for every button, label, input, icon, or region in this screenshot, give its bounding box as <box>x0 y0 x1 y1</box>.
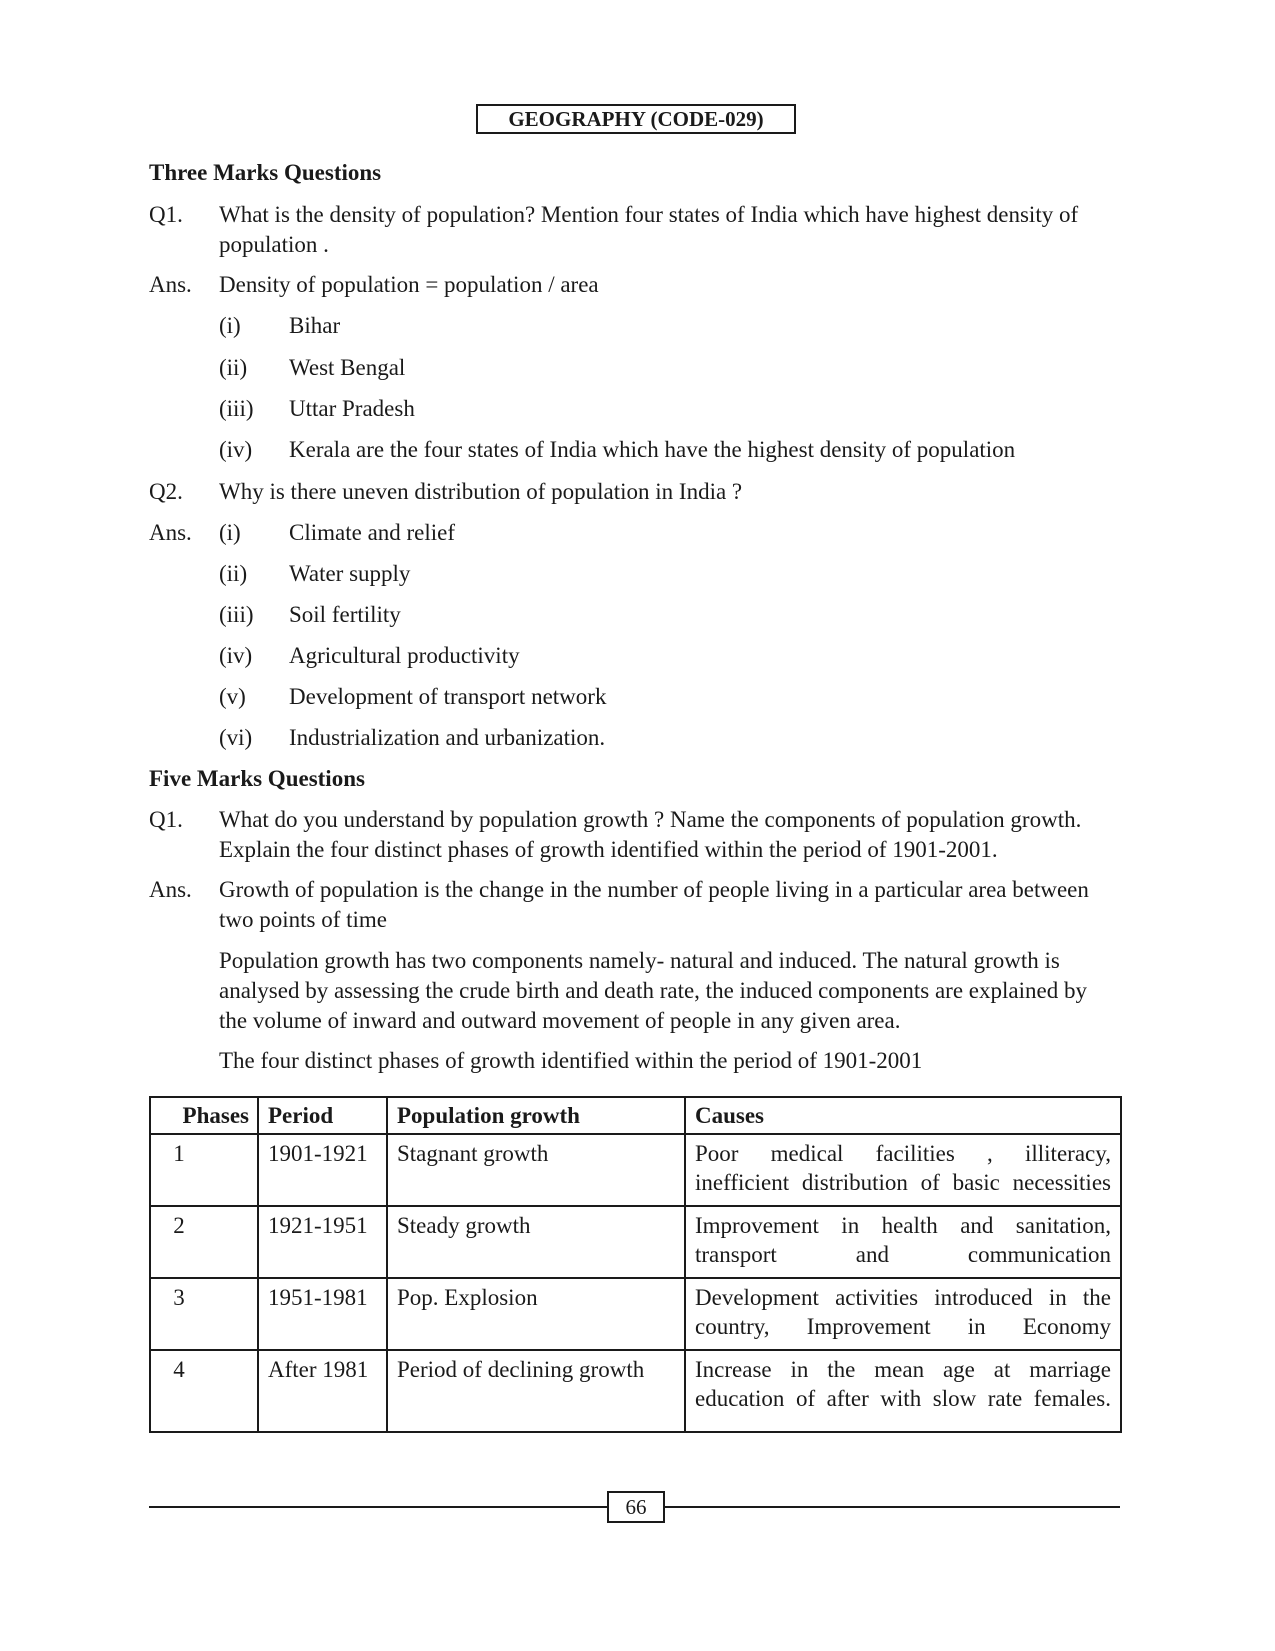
question-text: What is the density of population? Mention four states of India which have highest density of population . <box>219 202 1079 257</box>
question-label: Q1. <box>149 807 183 832</box>
list-item-number: (iii) <box>219 602 254 627</box>
column-header: Causes <box>685 1097 1121 1134</box>
list-item <box>219 394 415 424</box>
footer-rule-left <box>149 1506 607 1508</box>
table-cell-period: After 1981 <box>258 1350 387 1432</box>
list-item <box>219 311 340 341</box>
question-q2-three <box>149 477 1119 507</box>
question-q1-three <box>149 200 1119 260</box>
table-cell-cause <box>685 1134 1121 1206</box>
cause-line: Improvement in health and sanitation, <box>695 1213 1111 1238</box>
table-cell-phase: 3 <box>150 1278 258 1350</box>
table-cell-period: 1921-1951 <box>258 1206 387 1278</box>
list-item-text: Kerala are the four states of India which have the highest density of population <box>289 437 1016 462</box>
list-item-number: (iv) <box>219 643 253 668</box>
table-cell-growth: Steady growth <box>387 1206 685 1278</box>
answer-text: Growth of population is the change in the number of people living in a particular area between two points of time <box>219 877 1089 932</box>
table-cell-phase: 2 <box>150 1206 258 1278</box>
section-title-three-marks: Three Marks Questions <box>149 160 382 185</box>
page-number: 66 <box>607 1491 665 1523</box>
answer-paragraph: Population growth has two components namely- natural and induced. The natural growth is analysed by assessing the crude birth and death rate, the induced components are explained by the volume of inward and outward movement of people in any given area. <box>219 948 1087 1033</box>
question-label: Q1. <box>149 202 183 227</box>
cause-line: country, Improvement in Economy <box>695 1314 1111 1339</box>
cause-line: inefficient distribution of basic necessities <box>695 1170 1111 1195</box>
list-item-text: West Bengal <box>289 355 406 380</box>
table-cell-cause <box>685 1278 1121 1350</box>
list-item-text: Agricultural productivity <box>289 643 520 668</box>
answer-text: Density of population = population / area <box>219 272 599 297</box>
list-item <box>219 435 1015 465</box>
question-text: What do you understand by population growth ? Name the components of population growth. Explain the four distinct phases of growth identified within the period of 1901-2001. <box>219 807 1082 862</box>
cause-line: education of after with slow rate females. <box>695 1386 1111 1411</box>
list-item-number: (iii) <box>219 396 254 421</box>
list-item-number: (vi) <box>219 725 253 750</box>
page-title: GEOGRAPHY (CODE-029) <box>476 104 796 134</box>
cause-line: transport and communication <box>695 1242 1111 1267</box>
table-cell-phase: 1 <box>150 1134 258 1206</box>
phases-table <box>149 1096 1122 1433</box>
table-cell-cause <box>685 1206 1121 1278</box>
table-cell-period: 1951-1981 <box>258 1278 387 1350</box>
list-item-number: (iv) <box>219 437 253 462</box>
question-text: Why is there uneven distribution of population in India ? <box>219 479 743 504</box>
answer-label: Ans. <box>149 520 192 545</box>
table-cell-growth: Stagnant growth <box>387 1134 685 1206</box>
list-item-text: Climate and relief <box>289 520 456 545</box>
answer-q1-three <box>149 270 1119 300</box>
list-item-text: Soil fertility <box>289 602 401 627</box>
list-item-text: Water supply <box>289 561 411 586</box>
table-header-row <box>150 1097 1121 1134</box>
table-cell-phase: 4 <box>150 1350 258 1432</box>
column-header: Phases <box>150 1097 258 1134</box>
answer-q1-five <box>149 875 1119 935</box>
list-item-number: (ii) <box>219 355 248 380</box>
table-row <box>150 1278 1121 1350</box>
table-cell-growth: Period of declining growth <box>387 1350 685 1432</box>
column-header: Population growth <box>387 1097 685 1134</box>
list-item-text: Industrialization and urbanization. <box>289 725 606 750</box>
footer-rule-right <box>665 1506 1120 1508</box>
list-item-text: Bihar <box>289 313 341 338</box>
answer-label: Ans. <box>149 877 192 902</box>
table-row <box>150 1206 1121 1278</box>
table-row <box>150 1134 1121 1206</box>
cause-line: Poor medical facilities , illiteracy, <box>695 1141 1111 1166</box>
column-header: Period <box>258 1097 387 1134</box>
list-item <box>219 600 401 630</box>
answer-paragraph: The four distinct phases of growth identified within the period of 1901-2001 <box>219 1048 923 1073</box>
question-label: Q2. <box>149 479 183 504</box>
list-item-text: Uttar Pradesh <box>289 396 415 421</box>
list-item <box>219 559 410 589</box>
list-item-number: (i) <box>219 520 241 545</box>
list-item-number: (v) <box>219 684 246 709</box>
list-item <box>219 641 520 671</box>
cause-line: Increase in the mean age at marriage <box>695 1357 1111 1382</box>
list-item-text: Development of transport network <box>289 684 607 709</box>
table-cell-growth: Pop. Explosion <box>387 1278 685 1350</box>
list-item <box>219 682 606 712</box>
question-q1-five <box>149 805 1119 865</box>
cause-line: Development activities introduced in the <box>695 1285 1111 1310</box>
list-item <box>219 723 605 753</box>
list-item <box>219 518 455 548</box>
list-item-number: (ii) <box>219 561 248 586</box>
list-item <box>219 353 405 383</box>
list-item-number: (i) <box>219 313 241 338</box>
answer-label: Ans. <box>149 272 192 297</box>
section-title-five-marks: Five Marks Questions <box>149 766 365 791</box>
table-row <box>150 1350 1121 1432</box>
table-cell-cause <box>685 1350 1121 1432</box>
table-cell-period: 1901-1921 <box>258 1134 387 1206</box>
